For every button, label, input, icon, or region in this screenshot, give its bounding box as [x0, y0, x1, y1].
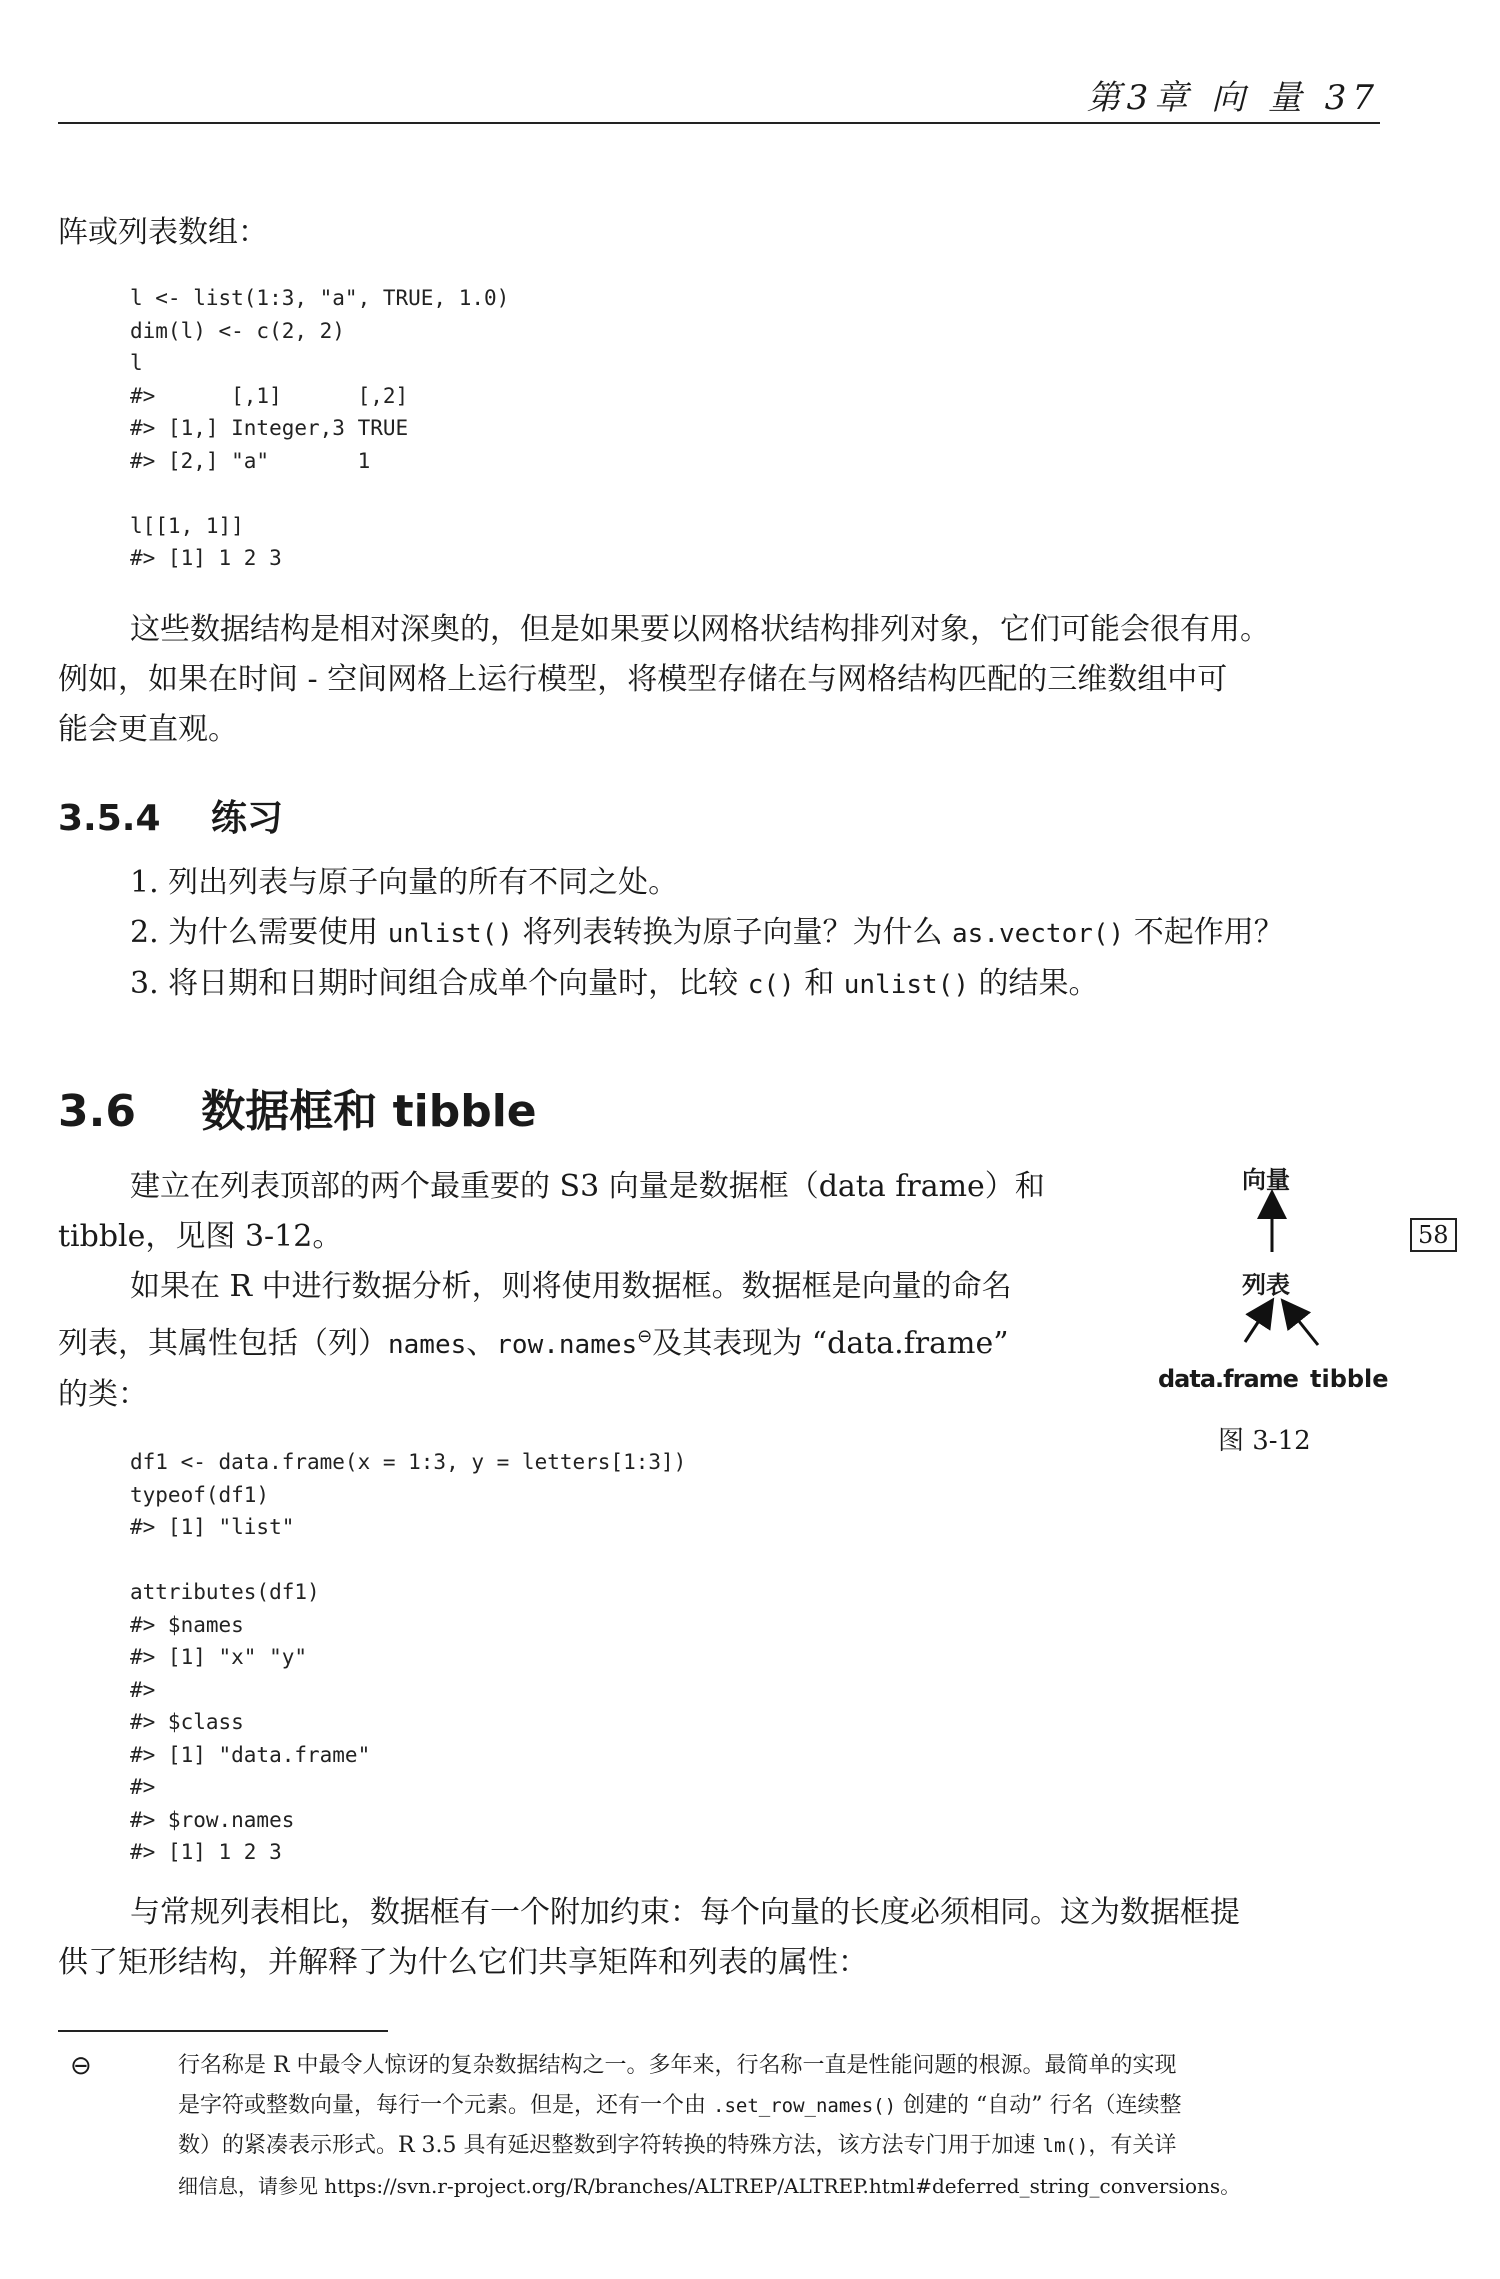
inline-code: .set_row_names()	[713, 2095, 897, 2117]
footnote	[70, 2046, 1398, 2206]
inline-code: as.vector()	[952, 919, 1125, 949]
inline-code: unlist()	[387, 919, 513, 949]
footnote-text: 创建的 “自动” 行名（连续整	[896, 2093, 1182, 2118]
figure-3-12	[1150, 1160, 1390, 1460]
exercise-number: 3.5.4	[58, 798, 161, 839]
intro-text: 阵或列表数组：	[58, 215, 268, 250]
exercise-text: 2. 为什么需要使用	[130, 915, 388, 950]
inline-code: lm()	[1042, 2135, 1089, 2157]
exercise-item-2	[130, 908, 1284, 959]
footnote-text: 数）的紧凑表示形式。R 3.5 具有延迟整数到字符转换的特殊方法，该方法专门用于加速	[178, 2133, 1043, 2158]
paragraph-line: 的类：	[58, 1377, 148, 1412]
footnote-mark: ⊖	[70, 2051, 92, 2081]
paragraph-constraint	[58, 1888, 1388, 1988]
exercise-text: 3. 将日期和日期时间组合成单个向量时，比较	[130, 966, 748, 1001]
paragraph-text: 及其表现为 “data.frame”	[652, 1326, 1009, 1361]
exercise-item-1: 1. 列出列表与原子向量的所有不同之处。	[130, 865, 679, 900]
paragraph-text: 、	[466, 1326, 497, 1361]
exercise-heading	[58, 790, 283, 841]
footnote-line	[128, 2086, 1398, 2126]
paragraph-line: 与常规列表相比，数据框有一个附加约束：每个向量的长度必须相同。这为数据框提	[130, 1895, 1240, 1930]
footnote-ref: ⊖	[637, 1326, 653, 1347]
figure-node-data-frame: data.frame	[1158, 1365, 1298, 1393]
inline-code: names	[388, 1330, 467, 1360]
exercise-text: 的结果。	[968, 966, 1099, 1001]
footnote-line: 行名称是 R 中最令人惊讶的复杂数据结构之一。多年来，行名称一直是性能问题的根源。最简单的实现	[178, 2053, 1177, 2078]
running-header: 第3章 向 量 37	[1086, 78, 1380, 118]
footnote-line	[128, 2126, 1398, 2166]
page-header	[58, 70, 1380, 124]
paragraph-array-usage	[58, 605, 1388, 755]
exercise-text: 和	[794, 966, 844, 1001]
paragraph-line: 例如，如果在时间 - 空间网格上运行模型，将模型存储在与网格结构匹配的三维数组中可	[58, 662, 1228, 697]
code-block-list-array: l <- list(1:3, "a", TRUE, 1.0) dim(l) <- c(2, 2) l #> [,1] [,2] #> [1,] Integer,3 TRUE #> [2,] "a" 1 l[[1, 1]] #> [1] 1 2 3	[130, 286, 510, 570]
footnote-text: 是字符或整数向量，每行一个元素。但是，还有一个由	[178, 2093, 713, 2118]
exercise-item-3	[130, 959, 1284, 1010]
footnote-text: ，有关详	[1088, 2133, 1177, 2158]
exercise-title: 练习	[211, 798, 284, 839]
margin-page-number: 58	[1410, 1218, 1457, 1252]
paragraph-line: 这些数据结构是相对深奥的，但是如果要以网格状结构排列对象，它们可能会很有用。	[130, 612, 1270, 647]
inline-code: c()	[747, 970, 795, 1000]
figure-node-list: 列表	[1242, 1271, 1290, 1299]
exercise-text: 不起作用？	[1124, 915, 1284, 950]
footnote-line: 细信息，请参见 https://svn.r-project.org/R/branches/ALTREP/ALTREP.html#deferred_string_conversions。	[178, 2174, 1241, 2198]
paragraph-data-frame-intro	[58, 1162, 1138, 1420]
figure-caption: 图 3-12	[1218, 1426, 1311, 1456]
exercise-list	[130, 858, 1284, 1010]
exercise-text: 将列表转换为原子向量？为什么	[512, 915, 953, 950]
inline-code: row.names	[496, 1330, 638, 1360]
arrow-tibble-to-list	[1290, 1310, 1318, 1345]
section-heading	[58, 1075, 537, 1139]
paragraph-line: tibble，见图 3-12。	[58, 1219, 343, 1254]
paragraph-line	[58, 1312, 1138, 1370]
figure-node-vector: 向量	[1242, 1166, 1290, 1194]
section-number: 3.6	[58, 1086, 136, 1137]
paragraph-line: 如果在 R 中进行数据分析，则将使用数据框。数据框是向量的命名	[130, 1269, 1012, 1304]
figure-node-tibble: tibble	[1310, 1365, 1389, 1393]
code-block-data-frame: df1 <- data.frame(x = 1:3, y = letters[1:3]) typeof(df1) #> [1] "list" attributes(df1) #> $names #> [1] "x" "y" #> #> $class #> [1] "data.frame" #> #> $row.names #> [1] 1 2 3	[130, 1450, 687, 1864]
inline-code: unlist()	[843, 970, 969, 1000]
paragraph-line: 建立在列表顶部的两个最重要的 S3 向量是数据框（data frame）和	[130, 1169, 1045, 1204]
paragraph-line: 供了矩形结构，并解释了为什么它们共享矩阵和列表的属性：	[58, 1945, 868, 1980]
paragraph-line: 能会更直观。	[58, 712, 238, 747]
arrow-dataframe-to-list	[1245, 1310, 1266, 1342]
section-title: 数据框和 tibble	[201, 1086, 537, 1137]
paragraph-text: 列表，其属性包括（列）	[58, 1326, 388, 1361]
footnote-rule	[58, 2030, 388, 2032]
